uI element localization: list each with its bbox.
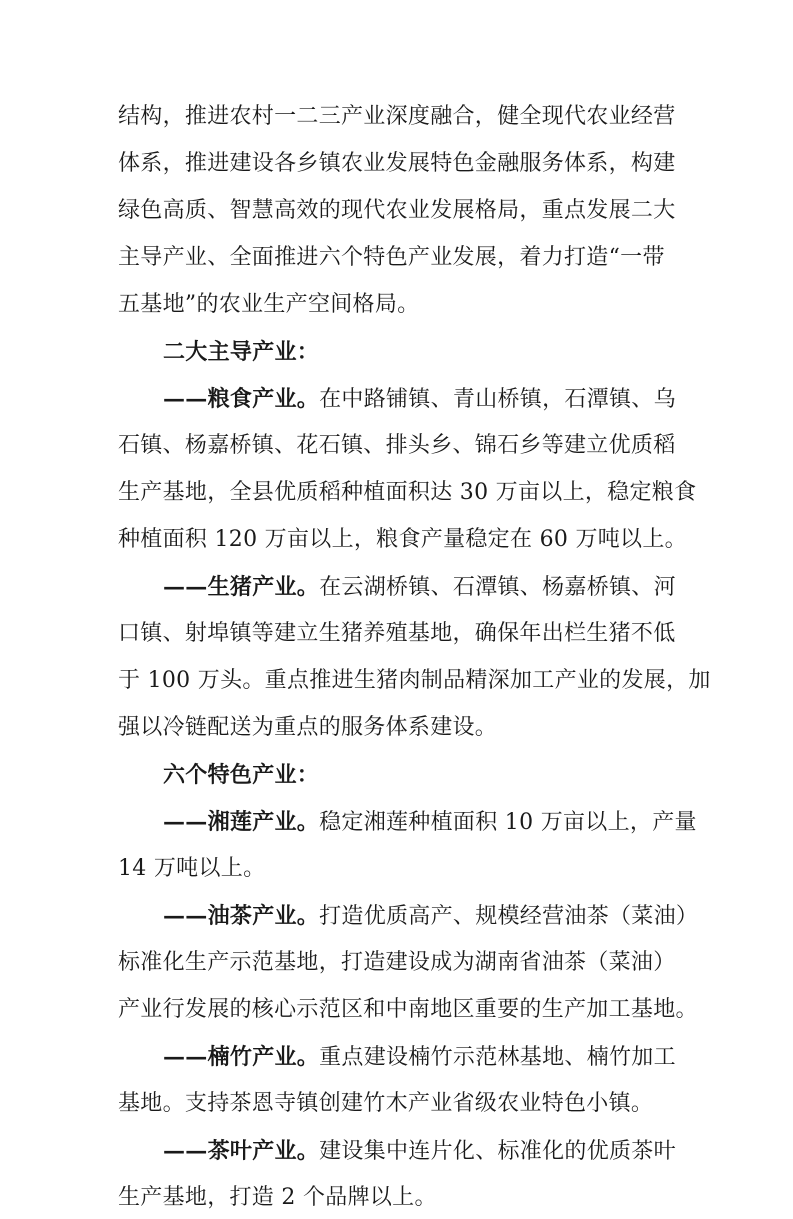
item-first-line <box>0 566 793 608</box>
item-first-line <box>0 895 793 937</box>
text-line <box>0 707 793 749</box>
text-line-content: 基地。支持茶恩寺镇创建竹木产业省级农业特色小镇。 <box>118 1091 654 1116</box>
text-line-content: 产业行发展的核心示范区和中南地区重要的生产加工基地。 <box>118 997 698 1022</box>
text-line <box>0 96 793 138</box>
text-line <box>0 1177 793 1219</box>
item-first-line <box>0 1036 793 1078</box>
text-line-content: 生产基地，全县优质稻种植面积达 30 万亩以上，稳定粮食 <box>118 480 697 505</box>
text-line <box>0 519 793 561</box>
text-line-content: 建设集中连片化、标准化的优质茶叶 <box>319 1139 676 1164</box>
text-line <box>0 425 793 467</box>
item-first-line <box>0 378 793 420</box>
item-first-line <box>0 1130 793 1172</box>
text-line-content: 绿色高质、智慧高效的现代农业发展格局，重点发展二大 <box>118 198 676 223</box>
item-title: ——楠竹产业。 <box>163 1044 320 1070</box>
text-line-content: 在云湖桥镇、石潭镇、杨嘉桥镇、河 <box>319 575 676 600</box>
text-line-content: 在中路铺镇、青山桥镇，石潭镇、乌 <box>319 387 676 412</box>
text-line <box>0 660 793 702</box>
text-line-content: 14 万吨以上。 <box>118 856 266 881</box>
text-line-content: 重点建设楠竹示范林基地、楠竹加工 <box>319 1045 676 1070</box>
text-line-content: 主导产业、全面推进六个特色产业发展，着力打造“一带 <box>118 245 665 270</box>
text-line <box>0 237 793 279</box>
text-line-content: 生产基地，打造 2 个品牌以上。 <box>118 1185 437 1210</box>
item-first-line <box>0 801 793 843</box>
text-line-content: 五基地”的农业生产空间格局。 <box>118 292 420 317</box>
text-line-content: 于 100 万头。重点推进生猪肉制品精深加工产业的发展，加 <box>118 668 711 693</box>
item-title: ——粮食产业。 <box>163 386 320 412</box>
item-title: ——茶叶产业。 <box>163 1138 320 1164</box>
text-line <box>0 472 793 514</box>
text-line-content: 种植面积 120 万亩以上，粮食产量稳定在 60 万吨以上。 <box>118 527 687 552</box>
text-line-content: 结构，推进农村一二三产业深度融合，健全现代农业经营 <box>118 104 676 129</box>
section-heading <box>0 754 793 796</box>
text-line <box>0 942 793 984</box>
text-line <box>0 1083 793 1125</box>
section-heading-text: 二大主导产业： <box>163 339 320 365</box>
text-line <box>0 989 793 1031</box>
text-line-content: 稳定湘莲种植面积 10 万亩以上，产量 <box>319 810 697 835</box>
text-line-content: 打造优质高产、规模经营油茶（菜油） <box>319 904 699 929</box>
section-heading <box>0 331 793 373</box>
text-line-content: 体系，推进建设各乡镇农业发展特色金融服务体系，构建 <box>118 151 676 176</box>
section-heading-text: 六个特色产业： <box>163 762 320 788</box>
text-line-content: 标准化生产示范基地，打造建设成为湖南省油茶（菜油） <box>118 950 676 975</box>
item-title: ——油茶产业。 <box>163 903 320 929</box>
item-title: ——湘莲产业。 <box>163 809 320 835</box>
text-line-content: 强以冷链配送为重点的服务体系建设。 <box>118 715 498 740</box>
item-title: ——生猪产业。 <box>163 574 320 600</box>
text-line-content: 石镇、杨嘉桥镇、花石镇、排头乡、锦石乡等建立优质稻 <box>118 433 676 458</box>
text-line-content: 口镇、射埠镇等建立生猪养殖基地，确保年出栏生猪不低 <box>118 621 676 646</box>
text-line <box>0 284 793 326</box>
text-line <box>0 143 793 185</box>
text-line <box>0 613 793 655</box>
text-line <box>0 190 793 232</box>
text-line <box>0 848 793 890</box>
